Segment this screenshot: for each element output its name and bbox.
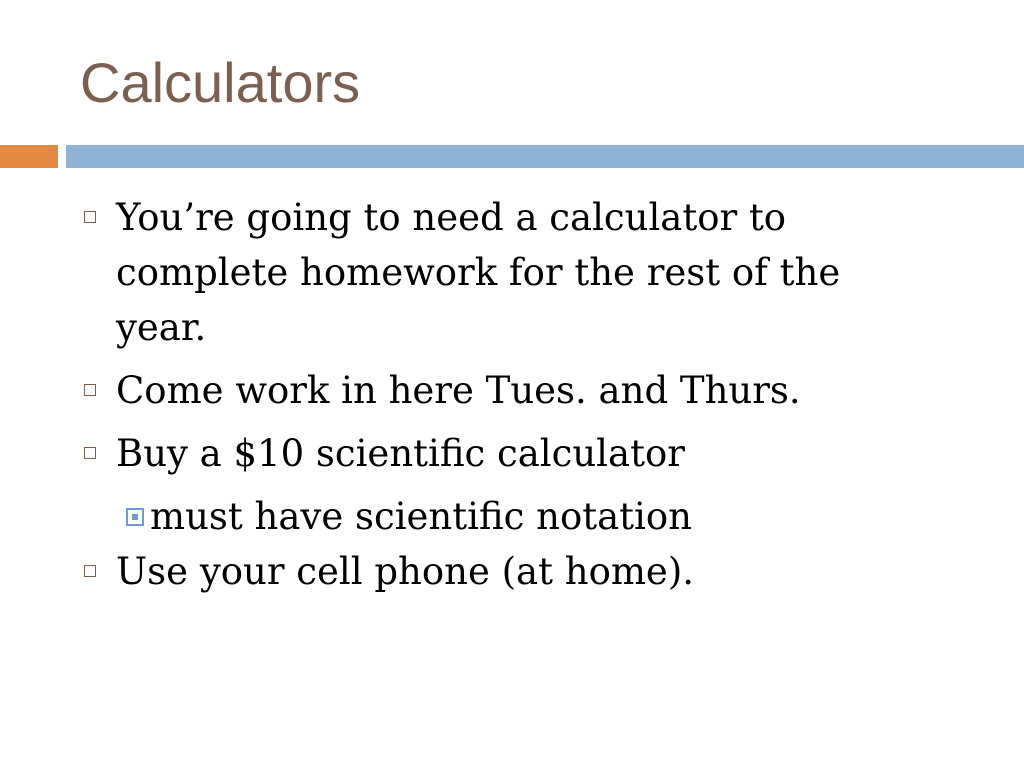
bullet-item — [0, 426, 906, 481]
hollow-square-bullet-icon — [84, 447, 96, 459]
hollow-square-bullet-icon — [84, 211, 96, 223]
bullet-text: Use your cell phone (at home). — [116, 550, 695, 593]
bullet-item — [0, 544, 906, 599]
bullet-text: Buy a $10 scientific calculator — [116, 432, 685, 475]
bullet-text: You’re going to need a calculator to complete homework for the rest of the year. — [116, 196, 841, 349]
hollow-square-bullet-icon — [84, 384, 96, 396]
slide-title: Calculators — [80, 51, 361, 114]
bullet-item — [0, 190, 906, 355]
sub-bullet-item — [0, 489, 910, 544]
bullet-text: Come work in here Tues. and Thurs. — [116, 369, 801, 412]
title-underline-bar — [66, 145, 1024, 168]
filled-square-bullet-icon — [126, 508, 144, 526]
title-accent-bar — [0, 145, 58, 168]
hollow-square-bullet-icon — [84, 565, 96, 577]
bullet-list — [0, 190, 1024, 599]
bullet-item — [0, 363, 906, 418]
sub-bullet-text: must have scientific notation — [150, 495, 692, 538]
